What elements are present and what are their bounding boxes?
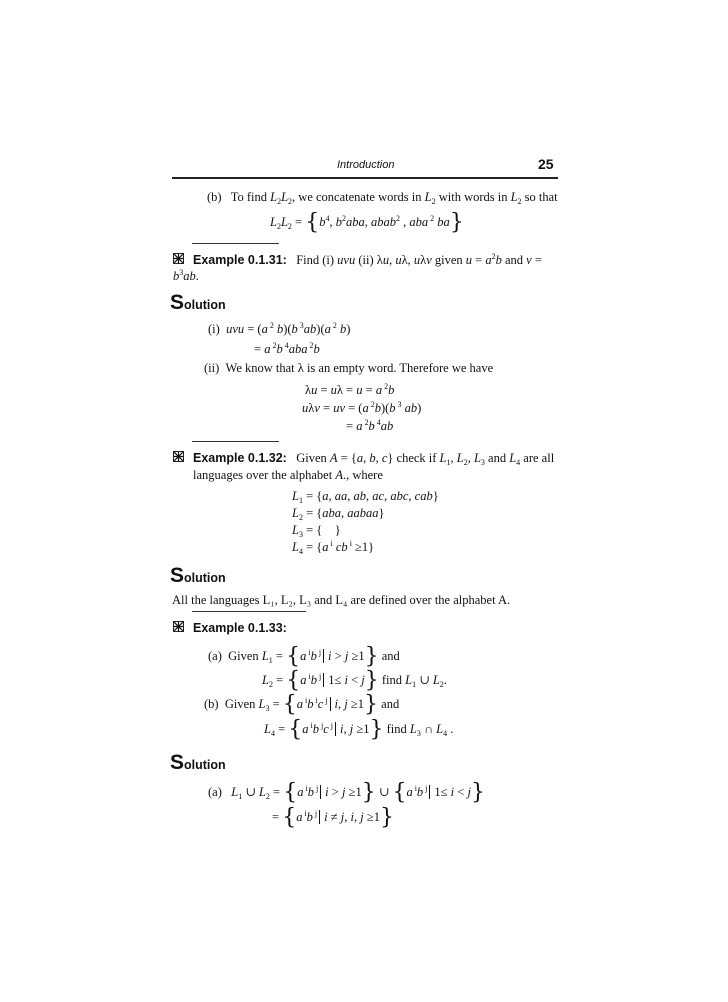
example-31-rule [192,243,279,244]
solution-1-i-result: = a $^2$b $^4$aba $^2$b [254,341,320,356]
l2l2-equation: $L_2L_2 = \{b^4$, $b^2aba$, abab$^2$ , aba $^2$ ba} [270,210,464,235]
example-32-rule [192,441,279,442]
part-b-line: (b) To find $L_2L_2$, we concatenate words in $L_2$ with words in $L_2$ so that [207,190,558,206]
example-32-label: Example 0.1.32: [193,451,287,465]
example-33-label: Example 0.1.33: [193,621,287,635]
u-lambda-v-result: = a $^2$b $^4$ab [346,418,394,433]
solution-2-heading: Solution [170,564,226,587]
example-32-line-2: languages over the alphabet A., where [193,468,383,482]
example-33-l2-line: $L_2 = \{a$ $^i$b $^j$ 1≤ i < j} find $L_1$ ∪ $L_2$. [262,668,447,693]
example-33-icon [173,621,184,632]
example-31-label: Example 0.1.31: [193,253,287,267]
solution-3-result: = {a $^i$b $^j$ i ≠ j, i, j ≥1} [272,805,394,830]
header-rule [172,177,558,179]
solution-1-heading: Solution [170,291,226,314]
example-33-a-line: (a) Given $L_1 = \{a$ $^i$b $^j$ i > j ≥1} and [208,644,400,669]
l4-definition: $L_4 = \{a$ $^i$ cb $^i$ ≥1} [292,539,375,556]
running-header-title: Introduction [337,159,395,171]
solution-2-text: All the languages L₁, L₂, L₃ and L₄ are defined over the alphabet A. [172,593,511,607]
u-lambda-v-equation: uλv = uv = (a $^2$b)(b $^3$ ab) [302,400,422,415]
example-32-icon [173,451,184,462]
solution-3-heading: Solution [170,751,226,774]
solution-1-i-line: (i) uvu = (a $^2$ b)(b $^3$ab)(a $^2$ b) [208,321,351,336]
example-31-line-2: $b^3ab$. [173,268,199,283]
example-33-b-line: (b) Given $L_3 = \{a$ $^i$b $^i$c $^j$ i, j ≥1} and [204,692,400,717]
l2-definition: $L_2 = \{aba$, aabaa} [292,506,385,522]
l1-definition: $L_1 = \{a$, aa, ab, ac, abc, cab} [292,489,439,505]
page-number: 25 [538,156,554,172]
solution-1-ii-line: (ii) We know that λ is an empty word. Therefore we have [204,361,494,375]
example-32-line: Example 0.1.32: Given A = {a, b, c} check if $L_1$, $L_2$, $L_3$ and $L_4$ are all [193,451,555,467]
solution-3-a-line: (a) $L_1$ ∪ $L_2 = \{a$ $^i$b $^j$ i > j ≥1} ∪ {a $^i$b $^j$ 1≤ i < j} [208,780,485,805]
example-31-line: Example 0.1.31: Find (i) uvu (ii) λu, uλ, uλv given $u = a^2b$ and v = [193,252,542,267]
l3-definition: $L_3$ = { } [292,523,341,539]
example-33-l4-line: $L_4 = \{a$ $^i$b $^j$c $^j$ i, j ≥1} find $L_3$ ∩ $L_4$ . [264,717,454,742]
lambda-u-equation: λu = uλ = u = a $^2$b [305,382,395,397]
example-33-rule [192,611,306,612]
part-b-label: (b) [207,190,222,204]
example-31-icon [173,253,184,264]
